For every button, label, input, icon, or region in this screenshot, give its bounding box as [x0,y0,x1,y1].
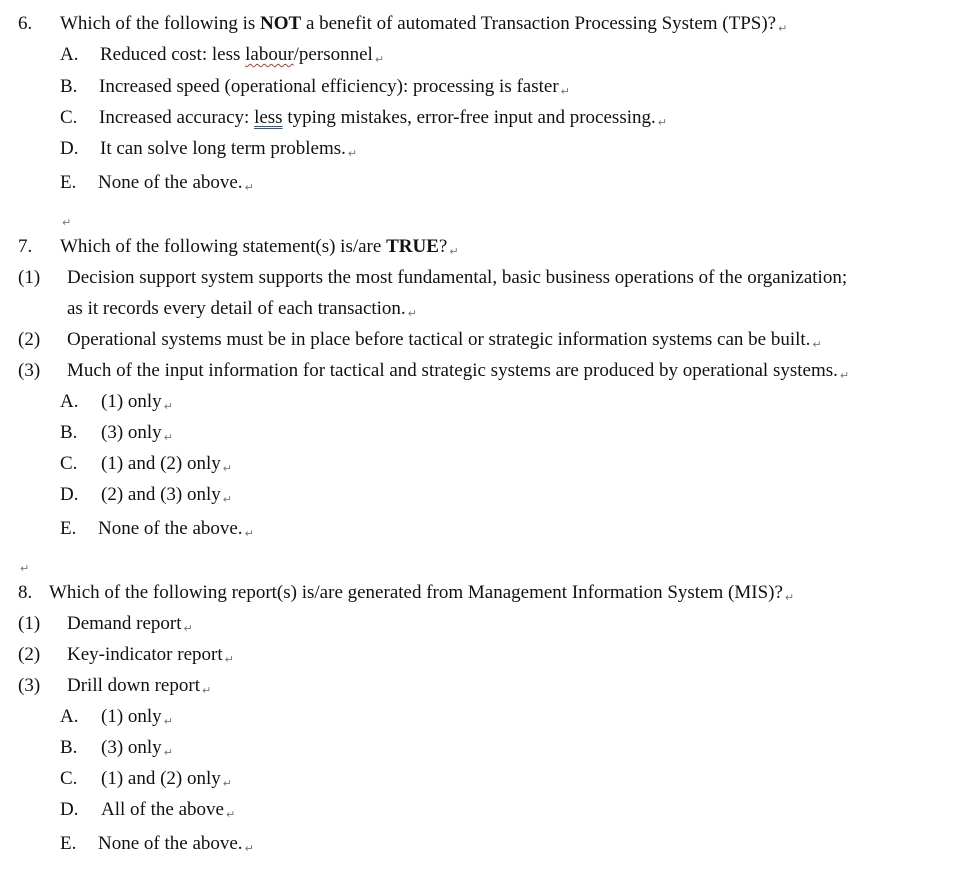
q6-option-b-text: Increased speed (operational efficiency): processing is faster ↵ [99,76,570,98]
paragraph-mark-icon: ↵ [244,181,254,194]
q7-option-c-text: (1) and (2) only ↵ [101,453,232,475]
q7-statement-1-text: Decision support system supports the most fundamental, basic business operations of the organization; [67,267,848,288]
q7-stem: Which of the following statement(s) is/are TRUE? ↵ [60,236,459,258]
q6-option-d: D. [60,138,79,159]
q7-statement-1-cont: as it records every detail of each transaction. ↵ [67,298,417,320]
paragraph-mark-icon: ↵ [560,85,570,98]
q8-option-c-text: (1) and (2) only ↵ [101,768,232,790]
q7-option-b-text: (3) only ↵ [101,422,173,444]
paragraph-mark-icon: ↵ [222,462,232,475]
paragraph-mark-icon: ↵ [163,715,173,728]
q8-statement-2-num: (2) [18,644,41,665]
paragraph-mark-icon: ↵ [449,245,459,258]
q8-statement-3-text: Drill down report ↵ [67,675,212,697]
q8-option-d-text: All of the above ↵ [101,799,236,821]
q7-option-a: A. [60,391,79,412]
q8-statement-1-text: Demand report ↵ [67,613,193,635]
paragraph-mark-icon: ↵ [222,777,232,790]
paragraph-mark-icon: ↵ [784,591,795,604]
q7-option-c: C. [60,453,78,474]
paragraph-mark-icon: ↵ [407,307,417,320]
empty-paragraph [18,552,29,581]
paragraph-mark-icon: ↵ [183,622,193,635]
paragraph-mark-icon: ↵ [657,116,667,129]
q8-option-c: C. [60,768,78,789]
paragraph-mark-icon: ↵ [244,842,254,855]
q8-number: 8. [18,582,33,603]
q7-option-b: B. [60,422,78,443]
q6-option-a: A. [60,44,79,65]
q6-option-c: C. [60,107,78,128]
q6-option-b: B. [60,76,78,97]
q8-statement-2-text: Key-indicator report ↵ [67,644,234,666]
q8-option-d: D. [60,799,79,820]
paragraph-mark-icon: ↵ [839,369,850,382]
paragraph-mark-icon: ↵ [224,653,234,666]
paragraph-mark-icon: ↵ [778,22,788,35]
q7-option-e: E. [60,518,77,539]
q8-option-e: E. [60,833,77,854]
paragraph-mark-icon: ↵ [225,808,236,821]
empty-paragraph [60,206,71,235]
q7-statement-2-text: Operational systems must be in place before tactical or strategic information systems can be built. ↵ [67,329,822,351]
q7-statement-2-num: (2) [18,329,41,350]
q7-number: 7. [18,236,33,257]
q8-option-a: A. [60,706,79,727]
paragraph-mark-icon: ↵ [163,431,173,444]
q7-option-a-text: (1) only ↵ [101,391,173,413]
q6-option-e-text: None of the above. ↵ [98,172,254,194]
q8-option-b-text: (3) only ↵ [101,737,173,759]
paragraph-mark-icon: ↵ [374,53,385,66]
paragraph-mark-icon: ↵ [201,684,212,697]
paragraph-mark-icon: ↵ [163,746,173,759]
paragraph-mark-icon: ↵ [347,147,358,160]
paragraph-mark-icon: ↵ [163,400,173,413]
q8-statement-3-num: (3) [18,675,41,696]
q7-statement-1-num: (1) [18,267,41,288]
paragraph-mark-icon: ↵ [812,338,822,351]
q6-option-a-text: Reduced cost: less labour/personnel ↵ [100,44,385,66]
q8-option-e-text: None of the above. ↵ [98,833,254,855]
q8-statement-1-num: (1) [18,613,41,634]
q6-stem: Which of the following is NOT a benefit of automated Transaction Processing System (TPS)? ↵ [60,13,788,35]
q8-stem: Which of the following report(s) is/are generated from Management Information System (MIS)? ↵ [49,582,795,604]
q8-option-b: B. [60,737,78,758]
q7-statement-3-text: Much of the input information for tactical and strategic systems are produced by operational systems. ↵ [67,360,850,382]
paragraph-mark-icon: ↵ [244,527,254,540]
q7-option-d: D. [60,484,79,505]
q7-option-e-text: None of the above. ↵ [98,518,254,540]
q6-option-c-text: Increased accuracy: less typing mistakes, error-free input and processing. ↵ [99,107,667,129]
q6-option-e: E. [60,172,77,193]
paragraph-mark-icon: ↵ [222,493,232,506]
q6-option-d-text: It can solve long term problems. ↵ [100,138,358,160]
q6-number: 6. [18,13,33,34]
q7-statement-3-num: (3) [18,360,41,381]
paragraph-mark-icon: ↵ [20,562,30,575]
q8-option-a-text: (1) only ↵ [101,706,173,728]
q7-option-d-text: (2) and (3) only ↵ [101,484,232,506]
paragraph-mark-icon: ↵ [62,216,72,229]
